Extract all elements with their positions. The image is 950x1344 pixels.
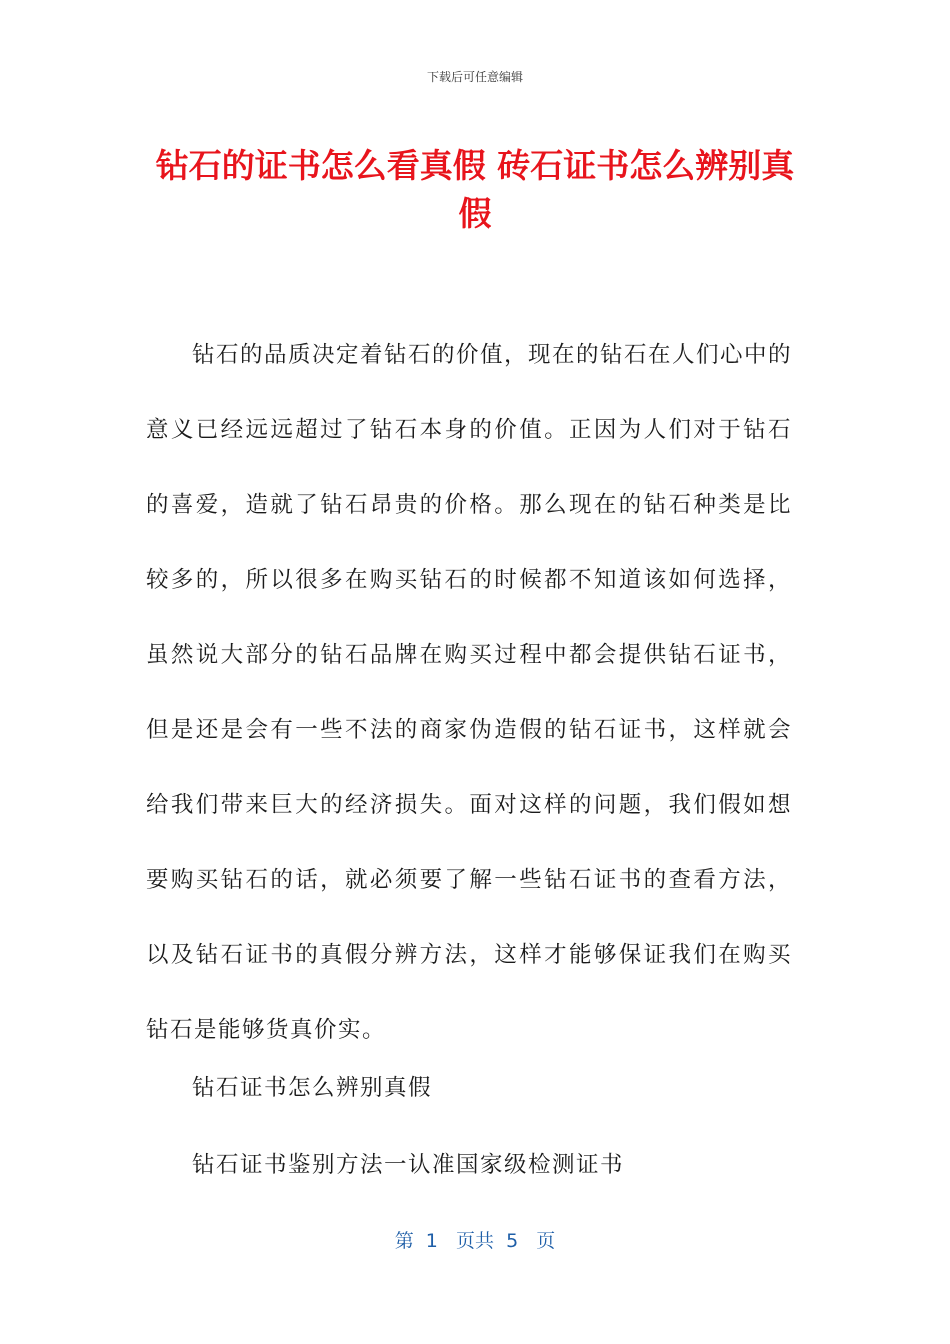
page-footer: 第 1 页共 5 页 [394, 1230, 556, 1252]
section-heading-method-one: 钻石证书鉴别方法一认准国家级检测证书 [192, 1152, 625, 1178]
section-heading-identify: 钻石证书怎么辨别真假 [192, 1075, 433, 1101]
document-title: 钻石的证书怎么看真假 砖石证书怎么辨别真假 [155, 146, 795, 233]
intro-paragraph: 钻石的品质决定着钻石的价值，现在的钻石在人们心中的意义已经远远超过了钻石本身的价值。正因为人们对于钻石的喜爱，造就了钻石昂贵的价格。那么现在的钻石种类是比较多的，所以很多在购买钻石的时候都不知道该如何选择，虽然说大部分的钻石品牌在购买过程中都会提供钻石证书，但是还是会有一些不法的商家伪造假的钻石证书，这样就会给我们带来巨大的经济损失。面对这样的问题，我们假如想要购买钻石的话，就必须要了解一些钻石证书的查看方法，以及钻石证书的真假分辨方法，这样才能够保证我们在购买钻石是能够货真价实。 [146, 342, 793, 1043]
header-note: 下载后可任意编辑 [426, 70, 523, 84]
